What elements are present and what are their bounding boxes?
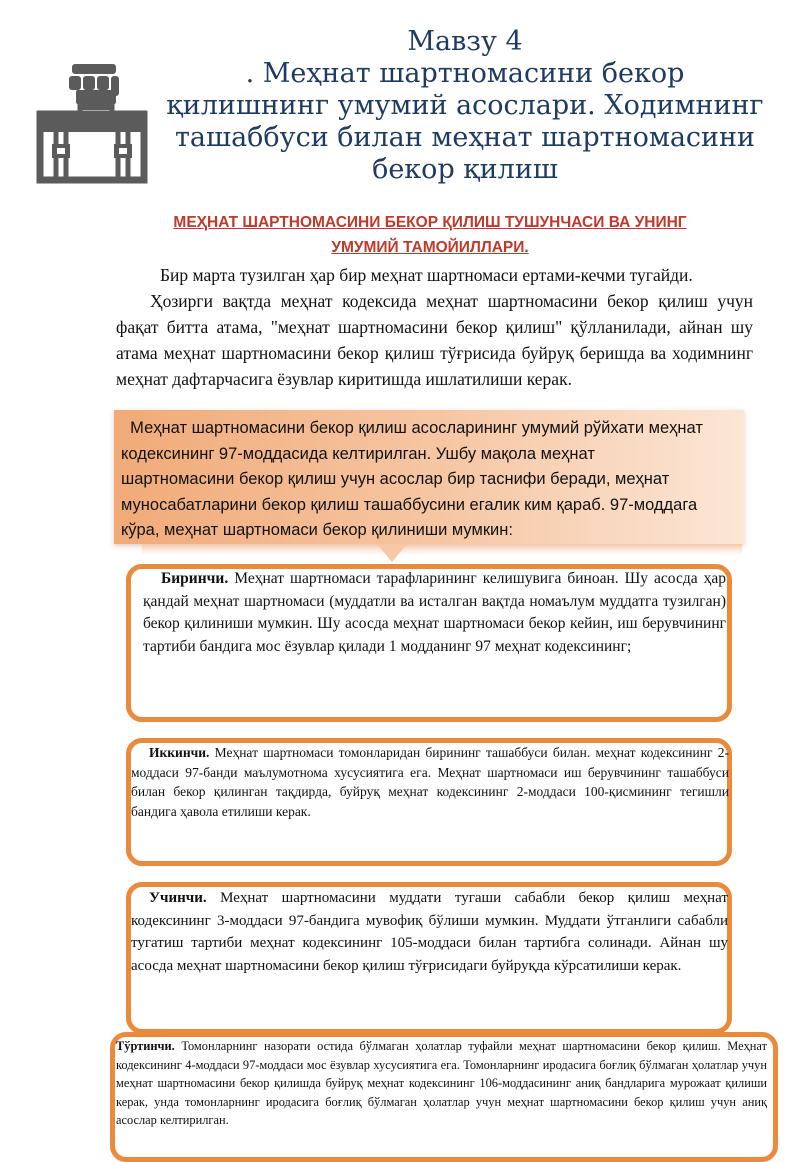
intro-paragraph-1: Бир марта тузилган ҳар бир меҳнат шартномаси ертами-кечми тугайди. (160, 265, 693, 285)
reason-body: Меҳнат шартномаси томонларидан бирининг ташаббуси билан. меҳнат кодексининг 2-моддаси 97-банди маълумотнома хусусиятига ега. Меҳнат шартномаси иш берувчининг ташаббуси билан бекор қилинган тақдирда, буйруқ меҳнат кодексининг 2-моддаси 100-қисмининг тегишли бандига ҳавола етилиши керак. (131, 745, 729, 819)
section-heading-line: УМУМИЙ ТАМОЙИЛЛАРИ. (331, 239, 529, 256)
reason-label: Иккинчи. (149, 745, 210, 760)
reason-body: Меҳнат шартномаси тарафларининг келишувига биноан. Шу асосда ҳар қандай меҳнат шартномаси (муддатли ва исталган вақтда номаълум муддатга тузилган) бекор қилиниши мумкин. Шу асосда меҳнат шартномаси бекор кейин, иш берувчининг тартиби бандига мос ёзувлар қилади 1 модданинг 97 меҳнат кодексининг; (143, 570, 726, 655)
callout-line: кодексининг 97-моддасида келтирилган. Ушбу мақола меҳнат (121, 444, 595, 463)
reason-box-3-text (131, 887, 728, 977)
reason-body: Меҳнат шартномасини муддати тугаши сабабли бекор қилиш меҳнат кодексининг 3-моддаси 97-бандига мувофиқ бўлиши мумкин. Муддати ўтганлиги сабабли тугатиш тартиби меҳнат кодексининг 105-моддаси билан тартибга солинади. Айнан шу асосда меҳнат шартномасини бекор қилиш тўғрисидаги буйруқда кўрсатилиши керак. (131, 890, 728, 974)
reason-box-4-text (116, 1037, 767, 1130)
reason-label: Учинчи. (149, 890, 207, 906)
briefcase-icon (36, 58, 148, 186)
callout-line: Меҳнат шартномасини бекор қилиш асосларининг умумий рўйхати меҳнат (130, 419, 703, 437)
title-line: бекор қилиш (372, 154, 558, 185)
reason-body: Томонларнинг назорати остида бўлмаган ҳолатлар туфайли меҳнат шартномасини бекор қилиш. Меҳнат кодексининг 4-моддаси 97-моддаси мос ёзувлар хусусиятига ега. Томонларнинг иродасига боғлиқ бўлмаган ҳолатлар учун меҳнат шартномасини бекор қилишда буйруқ меҳнат кодексининг 106-моддасининг аниқ бандларига мурожаат қилиши керак, унда томонларнинг иродасига боғлиқ бўлмаган ҳолатлар учун меҳнат шартномасини бекор қилиш учун аниқ асослар келтирилган. (116, 1039, 767, 1127)
reason-label: Биринчи. (161, 570, 229, 587)
title-line: . Меҳнат шартномасини бекор (245, 58, 685, 89)
section-heading (100, 210, 760, 260)
intro-paragraph-2: Ҳозирги вақтда меҳнат кодексида меҳнат шартномасини бекор қилиш учун фақат битта атама, "меҳнат шартномасини бекор қилиш" қўлланилади, айнан шу атама меҳнат шартномасини бекор қилиш тўғрисида буйруқ беришда ва ходимнинг меҳнат дафтарчасига ёзувлар киритишда ишлатилиши керак. (116, 291, 753, 389)
intro-text (116, 262, 753, 392)
callout-text (121, 416, 741, 544)
reason-box-2-text (131, 743, 729, 821)
reason-label: Тўртинчи. (116, 1039, 175, 1053)
reason-box-1-text (143, 568, 726, 658)
callout-line: кўра, меҳнат шартномаси бекор қилиниши мумкин: (121, 521, 513, 539)
page-title (150, 26, 780, 186)
title-line: Мавзу 4 (407, 26, 523, 57)
title-line: қилишнинг умумий асослари. Ходимнинг (166, 90, 764, 121)
section-heading-line: МЕҲНАТ ШАРТНОМАСИНИ БЕКОР ҚИЛИШ ТУШУНЧАСИ ВА УНИНГ (173, 214, 687, 231)
callout-line: муносабатларини бекор қилиш ташаббусини егалик ким қараб. 97-моддага (121, 495, 698, 514)
title-line: ташаббуси билан меҳнат шартномасини (174, 122, 756, 153)
callout-line: шартномасини бекор қилиш учун асослар бир таснифи беради, меҳнат (121, 470, 670, 488)
